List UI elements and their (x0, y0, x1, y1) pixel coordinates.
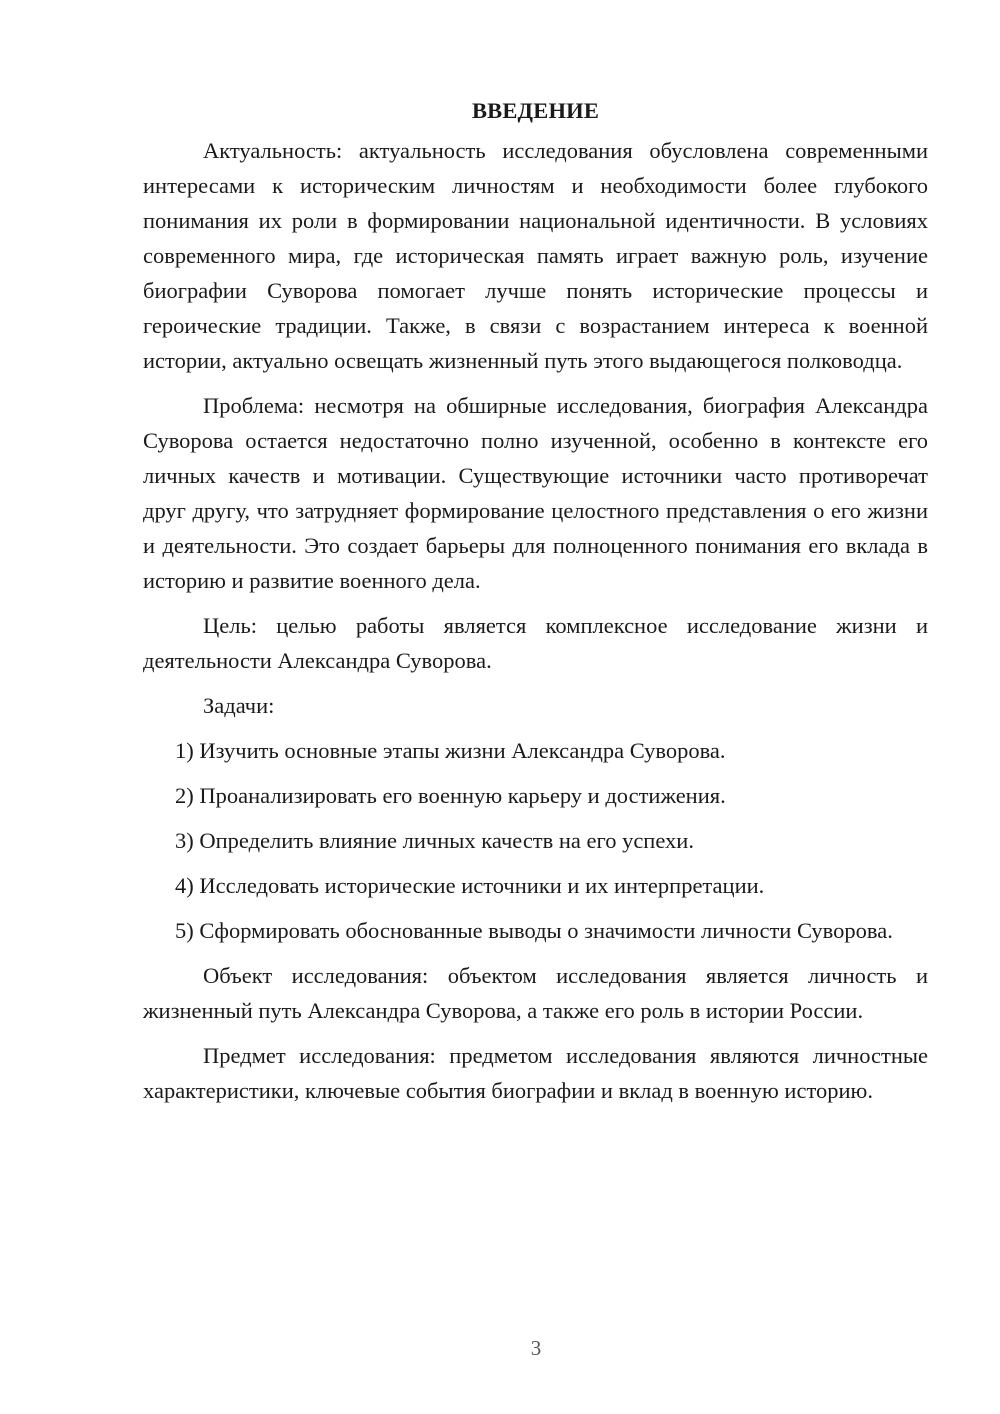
task-item: 4) Исследовать исторические источники и их интерпретации. (175, 873, 765, 898)
tasks-heading: Задачи: (203, 693, 275, 718)
page-title: ВВЕДЕНИЕ (471, 98, 600, 123)
paragraph-goal: Цель: целью работы является комплексное исследование жизни и деятельности Александра Суворова. (143, 613, 928, 673)
paragraph-subject: Предмет исследования: предметом исследования являются личностные характеристики, ключевые события биографии и вклад в военную историю. (143, 1043, 928, 1103)
task-item: 3) Определить влияние личных качеств на его успехи. (175, 828, 694, 853)
page-number: 3 (530, 1336, 542, 1360)
task-item: 1) Изучить основные этапы жизни Александра Суворова. (175, 738, 726, 763)
paragraph-object: Объект исследования: объектом исследования является личность и жизненный путь Александра Суворова, а также его роль в истории России. (143, 963, 928, 1023)
task-item: 5) Сформировать обоснованные выводы о значимости личности Суворова. (175, 918, 893, 943)
document-page (143, 93, 928, 1118)
task-item: 2) Проанализировать его военную карьеру и достижения. (175, 783, 726, 808)
paragraph-relevance: Актуальность: актуальность исследования обусловлена современными интересами к историческим личностям и необходимости более глубокого понимания их роли в формировании национальной идентичности. В условиях современного мира, где историческая память играет важную роль, изучение биографии Суворова помогает лучше понять исторические процессы и героические традиции. Также, в связи с возрастанием интереса к военной истории, актуально освещать жизненный путь этого выдающегося полководца. (143, 138, 928, 373)
tasks-list (143, 733, 928, 948)
paragraph-problem: Проблема: несмотря на обширные исследования, биография Александра Суворова остается недостаточно полно изученной, особенно в контексте его личных качеств и мотивации. Существующие источники часто противоречат друг другу, что затрудняет формирование целостного представления о его жизни и деятельности. Это создает барьеры для полноценного понимания его вклада в историю и развитие военного дела. (143, 393, 928, 593)
